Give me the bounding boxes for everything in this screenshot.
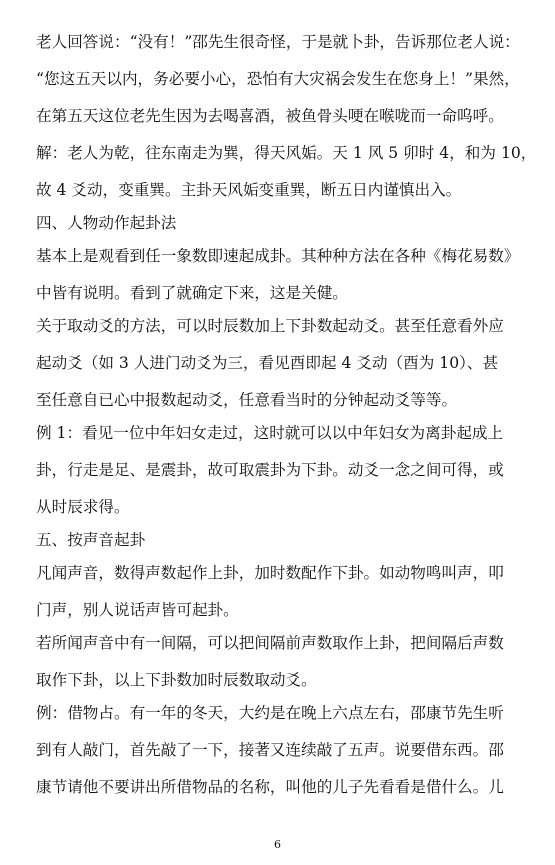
text-line: 门声，别人说话声皆可起卦。 (36, 601, 239, 619)
text-line: 至任意自已心中报数起动爻，任意看当时的分钟起动爻等等。 (36, 391, 458, 409)
paragraph-sound-method (36, 563, 526, 620)
text-line: 取作下卦，以上下卦数加时辰数取动爻。 (36, 671, 317, 689)
text-line: 到有人敲门，首先敲了一下，接著又连续敲了五声。说要借东西。邵 (36, 741, 504, 759)
text-line: “您这五天以内，务必要小心，恐怕有大灾祸会发生在您身上！”果然， (36, 70, 520, 88)
section-heading-4 (36, 213, 526, 233)
document-body (36, 32, 537, 810)
paragraph-sound-interval (36, 633, 526, 690)
text-line: 若所闻声音中有一间隔，可以把间隔前声数取作上卦，把间隔后声数 (36, 634, 504, 652)
paragraph-example-1 (36, 423, 526, 517)
text-line: 故 4 爻动，变重巽。主卦天风姤变重巽，断五日内谨慎出入。 (36, 181, 462, 199)
text-line: 解：老人为乾，往东南走为巽，得天风姤。天 1 风 5 卯时 4，和为 10， (36, 144, 537, 162)
text-line: 例：借物占。有一年的冬天，大约是在晚上六点左右，邵康节先生听 (36, 704, 504, 722)
text-line: 中皆有说明。看到了就确定下来，这是关健。 (36, 284, 348, 302)
paragraph-method-intro (36, 246, 526, 303)
text-line: 凡闻声音，数得声数起作上卦，加时数配作下卦。如动物鸣叫声，叩 (36, 564, 504, 582)
paragraph-borrow-example (36, 703, 526, 797)
text-line: 卦，行走是足、是震卦，故可取震卦为下卦。动爻一念之间可得，或 (36, 461, 504, 479)
page-number: 6 (274, 838, 281, 851)
section-heading-5 (36, 530, 526, 550)
heading-text: 五、按声音起卦 (36, 531, 146, 549)
paragraph-moving-line (36, 316, 526, 410)
text-line: 基本上是观看到任一象数即速起成卦。其种种方法在各种《梅花易数》 (36, 247, 520, 265)
text-line: 起动爻（如 3 人进门动爻为三，看见酉即起 4 爻动（酉为 10）、甚 (36, 354, 499, 372)
text-line: 老人回答说：“没有！”邵先生很奇怪，于是就卜卦，告诉那位老人说： (36, 33, 520, 51)
text-line: 关于取动爻的方法，可以时辰数加上下卦数起动爻。甚至任意看外应 (36, 317, 504, 335)
heading-text: 四、人物动作起卦法 (36, 214, 177, 232)
text-line: 从时辰求得。 (36, 498, 130, 516)
text-line: 例 1：看见一位中年妇女走过，这时就可以以中年妇女为离卦起成上 (36, 424, 504, 442)
text-line: 康节请他不要讲出所借物品的名称，叫他的儿子先看看是借什么。儿 (36, 778, 504, 796)
text-line: 在第五天这位老先生因为去喝喜酒，被鱼骨头哽在喉咙而一命呜呼。 (36, 107, 504, 125)
paragraph-story-ending (36, 32, 537, 200)
